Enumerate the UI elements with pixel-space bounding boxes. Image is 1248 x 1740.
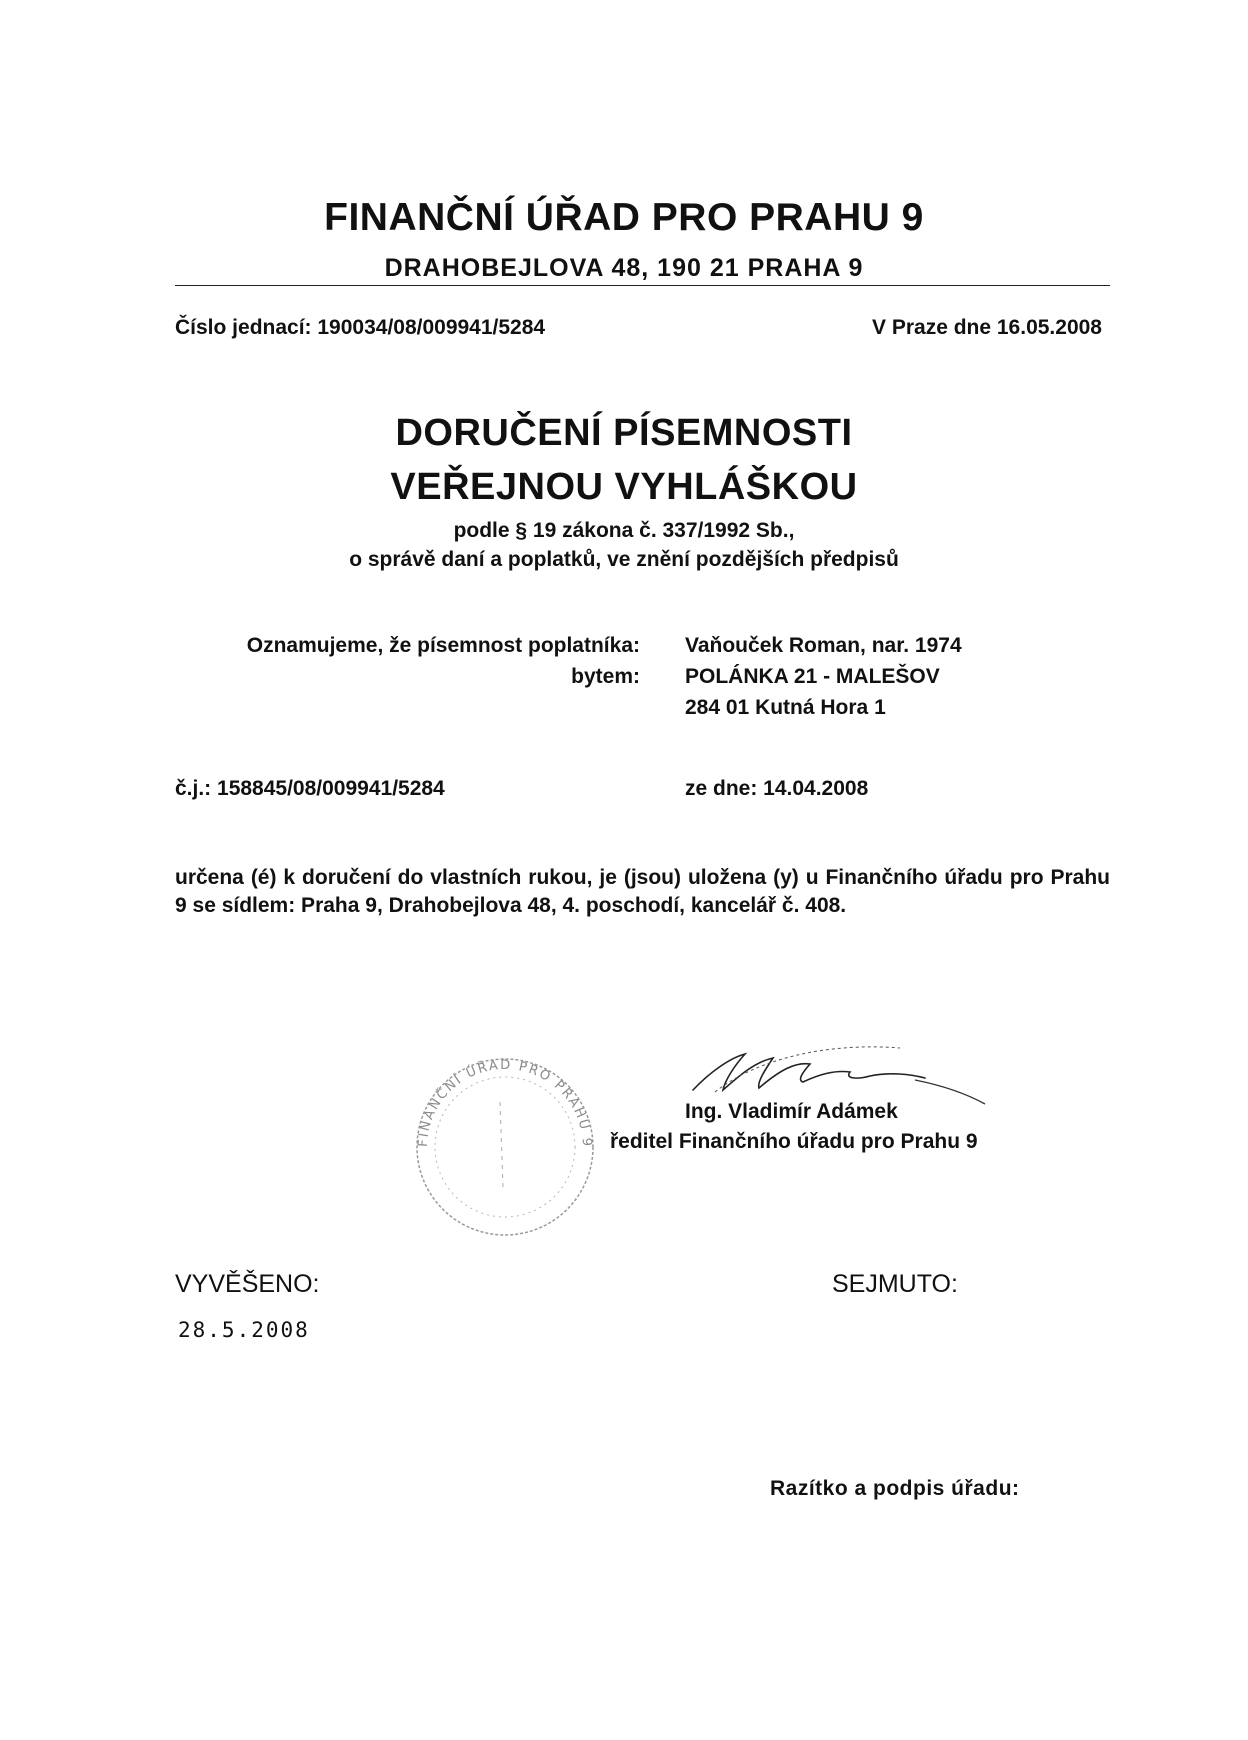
signatory-title: ředitel Finančního úřadu pro Prahu 9 (610, 1130, 978, 1153)
posted-date: 28.5.2008 (178, 1318, 310, 1342)
taxpayer-address-line-2: 284 01 Kutná Hora 1 (685, 696, 886, 719)
seal-signature-label: Razítko a podpis úřadu: (770, 1477, 1020, 1500)
taxpayer-address-line-1: POLÁNKA 21 - MALEŠOV (685, 665, 940, 688)
stamp-text: FINANČNÍ ÚŘAD PRO PRAHU 9 (415, 1057, 595, 1149)
removed-label: SEJMUTO: (832, 1270, 958, 1298)
posted-label: VYVĚŠENO: (175, 1270, 320, 1298)
office-address: DRAHOBEJLOVA 48, 190 21 PRAHA 9 (384, 254, 864, 282)
document-title (0, 406, 1248, 514)
handwritten-signature (685, 1030, 995, 1105)
residence-label: bytem: (571, 665, 640, 688)
signatory-block (610, 1097, 978, 1157)
taxpayer-label: Oznamujeme, že písemnost poplatníka: (246, 634, 640, 657)
legal-basis-line-2: o správě daní a poplatků, ve znění pozdějších předpisů (349, 548, 899, 571)
place-and-date: V Praze dne 16.05.2008 (872, 316, 1102, 339)
signatory-name: Ing. Vladimír Adámek (685, 1100, 898, 1123)
legal-basis (0, 516, 1248, 574)
legal-basis-line-1: podle § 19 zákona č. 337/1992 Sb., (453, 519, 795, 542)
office-name: FINANČNÍ ÚŘAD PRO PRAHU 9 (324, 196, 924, 239)
body-paragraph: určena (é) k doručení do vlastních rukou, je (jsou) uložena (y) u Finančního úřadu pro Prahu 9 se sídlem: Praha 9, Drahobejlova 48, 4. poschodí, kancelář č. 408. (175, 866, 1110, 917)
taxpayer-name: Vaňouček Roman, nar. 1974 (685, 634, 962, 657)
notice-labels (175, 630, 640, 692)
header-divider (175, 285, 1110, 286)
document-title-line-1: DORUČENÍ PÍSEMNOSTI (395, 412, 853, 454)
office-stamp (405, 1052, 605, 1242)
document-title-line-2: VEŘEJNOU VYHLÁŠKOU (390, 466, 858, 508)
svg-text:FINANČNÍ ÚŘAD PRO PRAHU 9 (416, 1058, 594, 1149)
case-number: Číslo jednací: 190034/08/009941/5284 (175, 316, 546, 339)
notice-values (685, 630, 962, 723)
document-reference-number: č.j.: 158845/08/009941/5284 (175, 777, 445, 800)
document-reference-date: ze dne: 14.04.2008 (685, 777, 869, 800)
